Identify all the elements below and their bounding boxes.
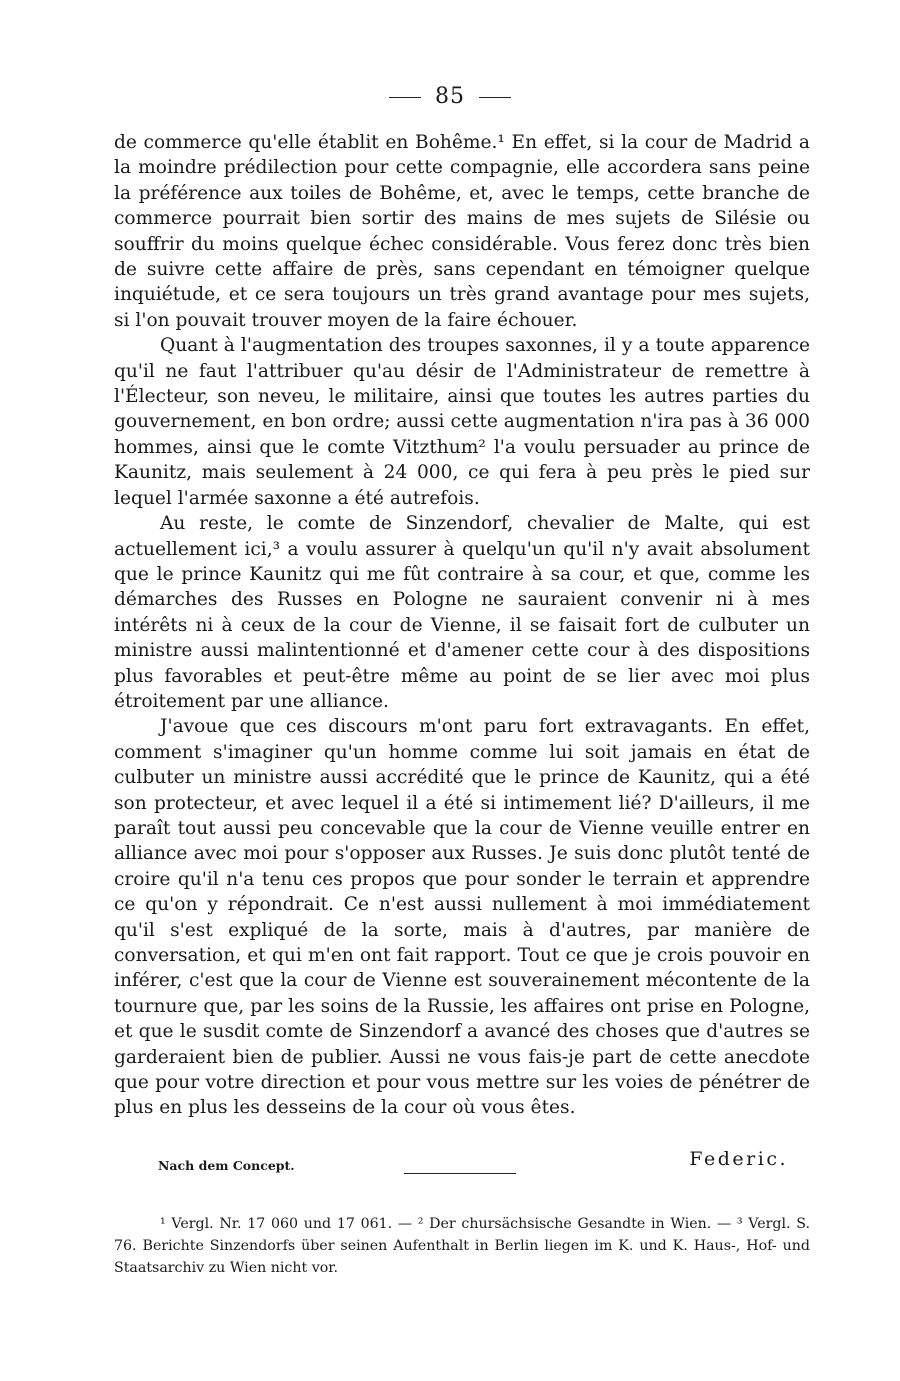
paragraph: Au reste, le comte de Sinzendorf, chevalier de Malte, qui est actuellement ici,³ a voulu assurer à quelqu'un qu'il n'y avait absolument que le prince Kaunitz qui me fût contraire à sa cour, et que, comme les démarches des Russes en Pologne ne sauraient convenir ni à mes intérêts ni à ceux de la cour de Vienne, il se faisait fort de culbuter un ministre aussi malintentionné et d'amener cette cour à des dispositions plus favorables et peut-être même au point de se lier avec moi plus étroitement par une alliance. [114,513,810,712]
letter-closing [114,1148,810,1180]
page-header [0,84,900,109]
header-dash-right [479,97,511,98]
footnote-text: ¹ Vergl. Nr. 17 060 und 17 061. — ² Der chursächsische Gesandte in Wien. — ³ Vergl. S. 76. Berichte Sinzendorfs über seinen Aufenthalt in Berlin liegen im K. und K. Haus-, Hof- und Staatsarchiv zu Wien nicht vor. [114,1216,810,1276]
footnotes [114,1213,810,1279]
separator-rule [404,1173,516,1174]
page-number: 85 [435,84,465,109]
paragraph: Quant à l'augmentation des troupes saxonnes, il y a toute apparence qu'il ne faut l'attribuer qu'au désir de l'Administrateur de remettre à l'Électeur, son neveu, le militaire, ainsi que toutes les autres parties du gouvernement, en bon ordre; aussi cette augmentation n'ira pas à 36 000 hommes, ainsi que le comte Vitzthum² l'a voulu persuader au prince de Kaunitz, mais seulement à 24 000, ce qui fera à peu près le pied sur lequel l'armée saxonne a été autrefois. [114,335,810,509]
paragraph: de commerce qu'elle établit en Bohême.¹ En effet, si la cour de Madrid a la moindre prédilection pour cette compagnie, elle accordera sans peine la préférence aux toiles de Bohême, et, avec le temps, cette branche de commerce pourrait bien sortir des mains de mes sujets de Silésie ou souffrir du moins quelque échec considérable. Vous ferez donc très bien de suivre cette affaire de près, sans cependant en témoigner quelque inquiétude, et ce sera toujours un très grand avantage pour mes sujets, si l'on pouvait trouver moyen de la faire échouer. [114,132,810,331]
signature: Federic. [689,1148,788,1170]
paragraph: J'avoue que ces discours m'ont paru fort extravagants. En effet, comment s'imaginer qu'un homme comme lui soit jamais en état de culbuter un ministre aussi accrédité que le prince de Kaunitz, qui a été son protecteur, et avec lequel il a été si intimement lié? D'ailleurs, il me paraît tout aussi peu concevable que la cour de Vienne veuille entrer en alliance avec moi pour s'opposer aux Russes. Je suis donc plutôt tenté de croire qu'il n'a tenu ces propos que pour sonder le terrain et apprendre ce qu'on y répondrait. Ce n'est aussi nullement à moi immédiatement qu'il s'est expliqué de la sorte, mais à d'autres, par manière de conversation, et qui m'en ont fait rapport. Tout ce que je crois pouvoir en inférer, c'est que la cour de Vienne est souverainement mécontente de la tournure que, par les soins de la Russie, les affaires ont prise en Pologne, et que le susdit comte de Sinzendorf a avancé des choses que d'autres se garderaient bien de publier. Aussi ne vous fais-je part de cette anecdote que pour votre direction et pour vous mettre sur les voies de pénétrer de plus en plus les desseins de la cour où vous êtes. [114,716,810,1119]
source-note: Nach dem Concept. [158,1158,295,1173]
header-dash-left [389,97,421,98]
letter-body [114,130,810,1121]
